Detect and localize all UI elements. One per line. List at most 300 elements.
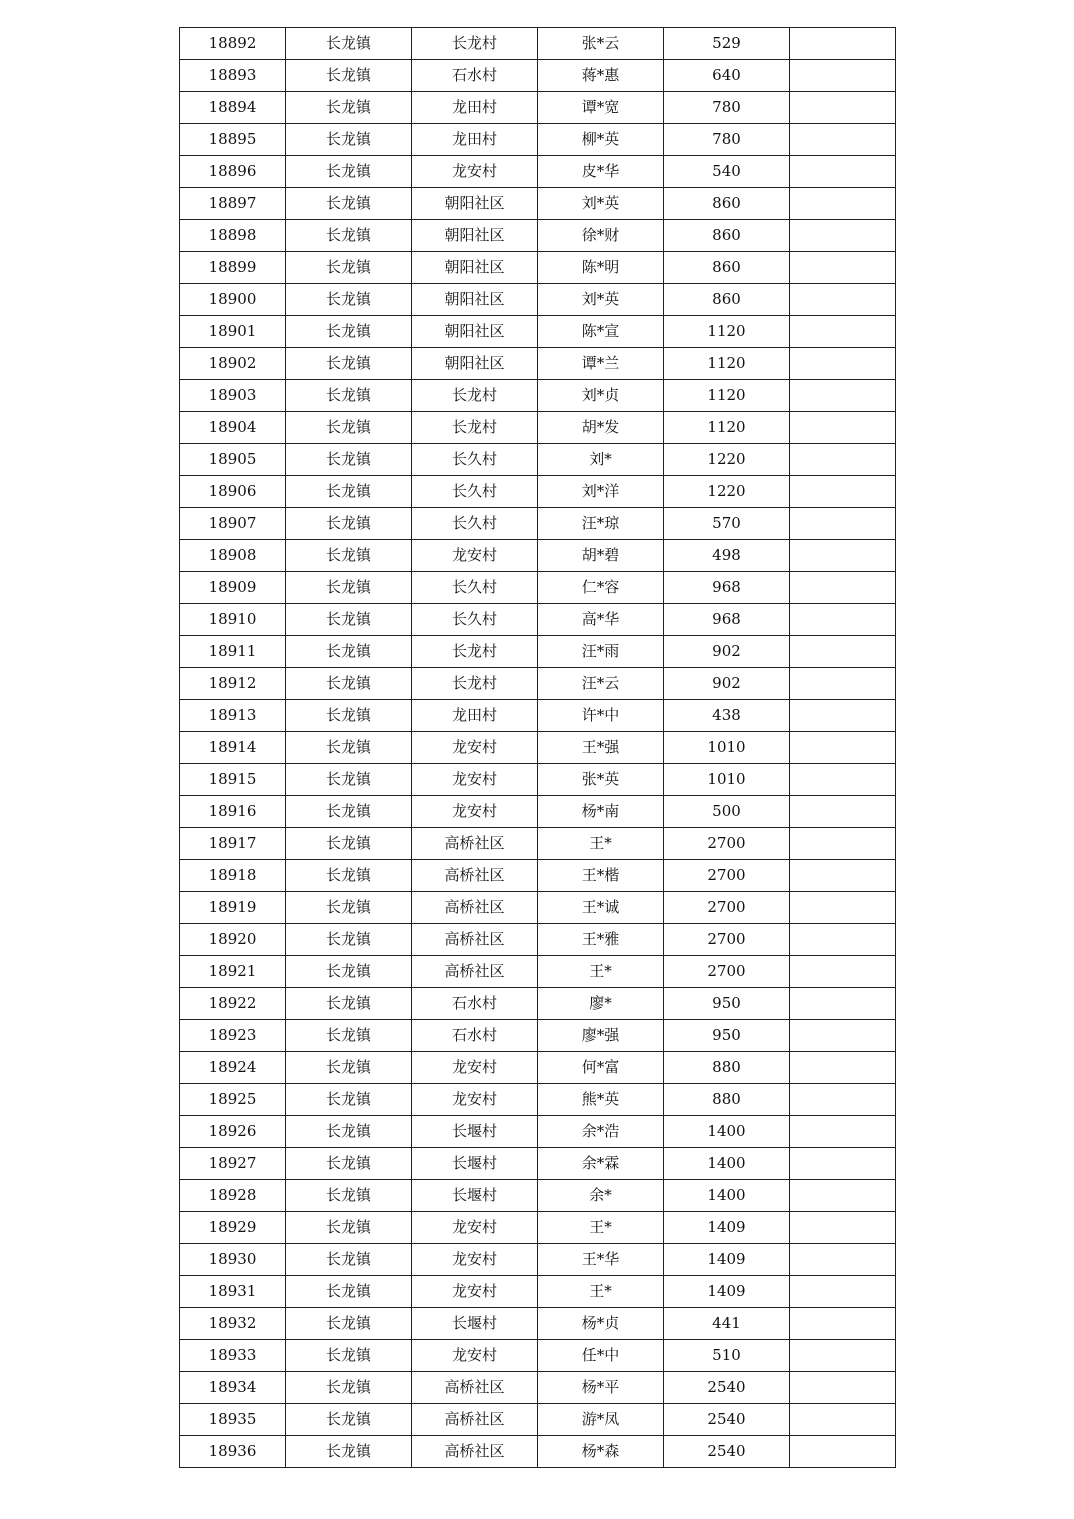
name-cell: 杨*贞 <box>538 1308 664 1340</box>
amount-cell: 570 <box>664 508 790 540</box>
amount-cell: 540 <box>664 156 790 188</box>
name-cell: 胡*碧 <box>538 540 664 572</box>
note-cell <box>790 1436 896 1468</box>
note-cell <box>790 412 896 444</box>
serial-number-cell: 18904 <box>180 412 286 444</box>
town-cell: 长龙镇 <box>286 156 412 188</box>
village-cell: 长龙村 <box>412 668 538 700</box>
serial-number-cell: 18894 <box>180 92 286 124</box>
village-cell: 龙安村 <box>412 1276 538 1308</box>
amount-cell: 880 <box>664 1084 790 1116</box>
town-cell: 长龙镇 <box>286 476 412 508</box>
serial-number-cell: 18917 <box>180 828 286 860</box>
serial-number-cell: 18929 <box>180 1212 286 1244</box>
name-cell: 刘* <box>538 444 664 476</box>
village-cell: 龙安村 <box>412 1084 538 1116</box>
town-cell: 长龙镇 <box>286 1308 412 1340</box>
amount-cell: 2700 <box>664 860 790 892</box>
amount-cell: 441 <box>664 1308 790 1340</box>
village-cell: 龙安村 <box>412 764 538 796</box>
name-cell: 王* <box>538 956 664 988</box>
amount-cell: 780 <box>664 92 790 124</box>
table-row <box>180 1212 896 1244</box>
town-cell: 长龙镇 <box>286 1084 412 1116</box>
town-cell: 长龙镇 <box>286 828 412 860</box>
name-cell: 高*华 <box>538 604 664 636</box>
serial-number-cell: 18897 <box>180 188 286 220</box>
amount-cell: 950 <box>664 988 790 1020</box>
village-cell: 龙安村 <box>412 1244 538 1276</box>
table-row <box>180 1308 896 1340</box>
table-row <box>180 828 896 860</box>
serial-number-cell: 18934 <box>180 1372 286 1404</box>
note-cell <box>790 348 896 380</box>
name-cell: 余* <box>538 1180 664 1212</box>
name-cell: 汪*云 <box>538 668 664 700</box>
village-cell: 长堰村 <box>412 1116 538 1148</box>
town-cell: 长龙镇 <box>286 444 412 476</box>
village-cell: 龙田村 <box>412 124 538 156</box>
town-cell: 长龙镇 <box>286 1180 412 1212</box>
serial-number-cell: 18896 <box>180 156 286 188</box>
name-cell: 刘*英 <box>538 284 664 316</box>
town-cell: 长龙镇 <box>286 668 412 700</box>
serial-number-cell: 18936 <box>180 1436 286 1468</box>
table-row <box>180 1436 896 1468</box>
amount-cell: 902 <box>664 668 790 700</box>
note-cell <box>790 188 896 220</box>
table-row <box>180 1372 896 1404</box>
note-cell <box>790 700 896 732</box>
serial-number-cell: 18893 <box>180 60 286 92</box>
table-row <box>180 572 896 604</box>
table-row <box>180 220 896 252</box>
village-cell: 长久村 <box>412 604 538 636</box>
amount-cell: 1010 <box>664 732 790 764</box>
village-cell: 龙安村 <box>412 732 538 764</box>
note-cell <box>790 924 896 956</box>
name-cell: 杨*平 <box>538 1372 664 1404</box>
village-cell: 高桥社区 <box>412 860 538 892</box>
table-row <box>180 924 896 956</box>
table-row <box>180 412 896 444</box>
town-cell: 长龙镇 <box>286 508 412 540</box>
table-row <box>180 124 896 156</box>
name-cell: 徐*财 <box>538 220 664 252</box>
serial-number-cell: 18916 <box>180 796 286 828</box>
table-row <box>180 380 896 412</box>
amount-cell: 1400 <box>664 1116 790 1148</box>
name-cell: 陈*明 <box>538 252 664 284</box>
table-row <box>180 1340 896 1372</box>
town-cell: 长龙镇 <box>286 860 412 892</box>
village-cell: 长龙村 <box>412 636 538 668</box>
name-cell: 杨*南 <box>538 796 664 828</box>
town-cell: 长龙镇 <box>286 348 412 380</box>
village-cell: 高桥社区 <box>412 892 538 924</box>
name-cell: 汪*雨 <box>538 636 664 668</box>
table-row <box>180 1084 896 1116</box>
serial-number-cell: 18922 <box>180 988 286 1020</box>
amount-cell: 950 <box>664 1020 790 1052</box>
name-cell: 仁*容 <box>538 572 664 604</box>
table-row <box>180 188 896 220</box>
town-cell: 长龙镇 <box>286 316 412 348</box>
town-cell: 长龙镇 <box>286 764 412 796</box>
town-cell: 长龙镇 <box>286 1404 412 1436</box>
table-row <box>180 508 896 540</box>
amount-cell: 2700 <box>664 924 790 956</box>
table-row <box>180 28 896 60</box>
amount-cell: 1400 <box>664 1148 790 1180</box>
name-cell: 王*雅 <box>538 924 664 956</box>
note-cell <box>790 988 896 1020</box>
table-row <box>180 700 896 732</box>
village-cell: 长堰村 <box>412 1180 538 1212</box>
serial-number-cell: 18921 <box>180 956 286 988</box>
village-cell: 高桥社区 <box>412 1404 538 1436</box>
town-cell: 长龙镇 <box>286 1212 412 1244</box>
amount-cell: 1120 <box>664 380 790 412</box>
table-row <box>180 956 896 988</box>
serial-number-cell: 18908 <box>180 540 286 572</box>
village-cell: 朝阳社区 <box>412 316 538 348</box>
table-row <box>180 764 896 796</box>
note-cell <box>790 1404 896 1436</box>
table-row <box>180 316 896 348</box>
serial-number-cell: 18919 <box>180 892 286 924</box>
name-cell: 王*强 <box>538 732 664 764</box>
amount-cell: 780 <box>664 124 790 156</box>
note-cell <box>790 1020 896 1052</box>
note-cell <box>790 476 896 508</box>
table-row <box>180 156 896 188</box>
records-table-body <box>180 28 896 1468</box>
name-cell: 廖*强 <box>538 1020 664 1052</box>
note-cell <box>790 1052 896 1084</box>
table-row <box>180 636 896 668</box>
note-cell <box>790 668 896 700</box>
serial-number-cell: 18909 <box>180 572 286 604</box>
village-cell: 石水村 <box>412 60 538 92</box>
note-cell <box>790 1116 896 1148</box>
note-cell <box>790 732 896 764</box>
amount-cell: 500 <box>664 796 790 828</box>
town-cell: 长龙镇 <box>286 124 412 156</box>
note-cell <box>790 1308 896 1340</box>
serial-number-cell: 18901 <box>180 316 286 348</box>
village-cell: 长龙村 <box>412 380 538 412</box>
name-cell: 许*中 <box>538 700 664 732</box>
table-row <box>180 988 896 1020</box>
note-cell <box>790 508 896 540</box>
name-cell: 廖* <box>538 988 664 1020</box>
table-row <box>180 60 896 92</box>
town-cell: 长龙镇 <box>286 924 412 956</box>
table-row <box>180 1020 896 1052</box>
amount-cell: 1010 <box>664 764 790 796</box>
amount-cell: 1220 <box>664 444 790 476</box>
note-cell <box>790 572 896 604</box>
table-row <box>180 348 896 380</box>
name-cell: 张*英 <box>538 764 664 796</box>
village-cell: 龙安村 <box>412 1340 538 1372</box>
town-cell: 长龙镇 <box>286 188 412 220</box>
name-cell: 谭*兰 <box>538 348 664 380</box>
note-cell <box>790 860 896 892</box>
note-cell <box>790 892 896 924</box>
name-cell: 余*霖 <box>538 1148 664 1180</box>
serial-number-cell: 18928 <box>180 1180 286 1212</box>
table-row <box>180 1052 896 1084</box>
amount-cell: 2540 <box>664 1372 790 1404</box>
table-row <box>180 892 896 924</box>
amount-cell: 880 <box>664 1052 790 1084</box>
village-cell: 龙安村 <box>412 1212 538 1244</box>
note-cell <box>790 1244 896 1276</box>
amount-cell: 2700 <box>664 956 790 988</box>
village-cell: 龙安村 <box>412 796 538 828</box>
name-cell: 王*诚 <box>538 892 664 924</box>
village-cell: 长久村 <box>412 572 538 604</box>
village-cell: 高桥社区 <box>412 924 538 956</box>
name-cell: 蒋*惠 <box>538 60 664 92</box>
serial-number-cell: 18913 <box>180 700 286 732</box>
serial-number-cell: 18895 <box>180 124 286 156</box>
table-row <box>180 92 896 124</box>
note-cell <box>790 124 896 156</box>
name-cell: 王*楷 <box>538 860 664 892</box>
table-row <box>180 604 896 636</box>
town-cell: 长龙镇 <box>286 220 412 252</box>
name-cell: 刘*英 <box>538 188 664 220</box>
town-cell: 长龙镇 <box>286 1116 412 1148</box>
village-cell: 朝阳社区 <box>412 220 538 252</box>
amount-cell: 860 <box>664 188 790 220</box>
name-cell: 王* <box>538 1276 664 1308</box>
name-cell: 柳*英 <box>538 124 664 156</box>
amount-cell: 860 <box>664 252 790 284</box>
note-cell <box>790 380 896 412</box>
table-row <box>180 1148 896 1180</box>
serial-number-cell: 18931 <box>180 1276 286 1308</box>
table-row <box>180 444 896 476</box>
table-row <box>180 860 896 892</box>
village-cell: 朝阳社区 <box>412 252 538 284</box>
table-row <box>180 476 896 508</box>
serial-number-cell: 18903 <box>180 380 286 412</box>
serial-number-cell: 18892 <box>180 28 286 60</box>
amount-cell: 498 <box>664 540 790 572</box>
town-cell: 长龙镇 <box>286 572 412 604</box>
serial-number-cell: 18912 <box>180 668 286 700</box>
serial-number-cell: 18915 <box>180 764 286 796</box>
note-cell <box>790 764 896 796</box>
town-cell: 长龙镇 <box>286 892 412 924</box>
amount-cell: 510 <box>664 1340 790 1372</box>
town-cell: 长龙镇 <box>286 60 412 92</box>
village-cell: 石水村 <box>412 1020 538 1052</box>
serial-number-cell: 18898 <box>180 220 286 252</box>
town-cell: 长龙镇 <box>286 28 412 60</box>
note-cell <box>790 1084 896 1116</box>
note-cell <box>790 316 896 348</box>
name-cell: 王* <box>538 828 664 860</box>
amount-cell: 640 <box>664 60 790 92</box>
village-cell: 龙安村 <box>412 540 538 572</box>
serial-number-cell: 18906 <box>180 476 286 508</box>
village-cell: 长久村 <box>412 508 538 540</box>
name-cell: 王* <box>538 1212 664 1244</box>
town-cell: 长龙镇 <box>286 92 412 124</box>
serial-number-cell: 18933 <box>180 1340 286 1372</box>
amount-cell: 1409 <box>664 1244 790 1276</box>
table-row <box>180 252 896 284</box>
name-cell: 刘*洋 <box>538 476 664 508</box>
village-cell: 石水村 <box>412 988 538 1020</box>
town-cell: 长龙镇 <box>286 1436 412 1468</box>
amount-cell: 1409 <box>664 1276 790 1308</box>
note-cell <box>790 1180 896 1212</box>
town-cell: 长龙镇 <box>286 1020 412 1052</box>
name-cell: 任*中 <box>538 1340 664 1372</box>
table-row <box>180 1116 896 1148</box>
town-cell: 长龙镇 <box>286 1244 412 1276</box>
serial-number-cell: 18920 <box>180 924 286 956</box>
note-cell <box>790 1372 896 1404</box>
serial-number-cell: 18926 <box>180 1116 286 1148</box>
town-cell: 长龙镇 <box>286 604 412 636</box>
amount-cell: 438 <box>664 700 790 732</box>
table-row <box>180 1244 896 1276</box>
note-cell <box>790 1212 896 1244</box>
name-cell: 游*凤 <box>538 1404 664 1436</box>
note-cell <box>790 540 896 572</box>
amount-cell: 1120 <box>664 348 790 380</box>
note-cell <box>790 956 896 988</box>
village-cell: 长久村 <box>412 476 538 508</box>
serial-number-cell: 18911 <box>180 636 286 668</box>
serial-number-cell: 18918 <box>180 860 286 892</box>
note-cell <box>790 156 896 188</box>
amount-cell: 1220 <box>664 476 790 508</box>
note-cell <box>790 828 896 860</box>
town-cell: 长龙镇 <box>286 732 412 764</box>
amount-cell: 1120 <box>664 412 790 444</box>
name-cell: 何*富 <box>538 1052 664 1084</box>
amount-cell: 860 <box>664 220 790 252</box>
serial-number-cell: 18910 <box>180 604 286 636</box>
serial-number-cell: 18924 <box>180 1052 286 1084</box>
note-cell <box>790 1148 896 1180</box>
amount-cell: 1120 <box>664 316 790 348</box>
amount-cell: 2700 <box>664 828 790 860</box>
table-row <box>180 1404 896 1436</box>
serial-number-cell: 18927 <box>180 1148 286 1180</box>
note-cell <box>790 284 896 316</box>
serial-number-cell: 18900 <box>180 284 286 316</box>
serial-number-cell: 18905 <box>180 444 286 476</box>
note-cell <box>790 60 896 92</box>
town-cell: 长龙镇 <box>286 636 412 668</box>
serial-number-cell: 18925 <box>180 1084 286 1116</box>
town-cell: 长龙镇 <box>286 956 412 988</box>
serial-number-cell: 18935 <box>180 1404 286 1436</box>
amount-cell: 860 <box>664 284 790 316</box>
serial-number-cell: 18907 <box>180 508 286 540</box>
town-cell: 长龙镇 <box>286 1372 412 1404</box>
note-cell <box>790 252 896 284</box>
town-cell: 长龙镇 <box>286 988 412 1020</box>
serial-number-cell: 18930 <box>180 1244 286 1276</box>
note-cell <box>790 636 896 668</box>
town-cell: 长龙镇 <box>286 1052 412 1084</box>
note-cell <box>790 28 896 60</box>
town-cell: 长龙镇 <box>286 540 412 572</box>
village-cell: 高桥社区 <box>412 956 538 988</box>
town-cell: 长龙镇 <box>286 380 412 412</box>
village-cell: 高桥社区 <box>412 1436 538 1468</box>
serial-number-cell: 18902 <box>180 348 286 380</box>
name-cell: 皮*华 <box>538 156 664 188</box>
village-cell: 长堰村 <box>412 1148 538 1180</box>
note-cell <box>790 92 896 124</box>
table-row <box>180 668 896 700</box>
table-row <box>180 796 896 828</box>
amount-cell: 902 <box>664 636 790 668</box>
village-cell: 龙田村 <box>412 700 538 732</box>
village-cell: 长龙村 <box>412 28 538 60</box>
village-cell: 长龙村 <box>412 412 538 444</box>
records-table <box>179 27 896 1468</box>
village-cell: 长堰村 <box>412 1308 538 1340</box>
name-cell: 杨*森 <box>538 1436 664 1468</box>
serial-number-cell: 18914 <box>180 732 286 764</box>
town-cell: 长龙镇 <box>286 412 412 444</box>
town-cell: 长龙镇 <box>286 1340 412 1372</box>
note-cell <box>790 1340 896 1372</box>
village-cell: 龙安村 <box>412 1052 538 1084</box>
town-cell: 长龙镇 <box>286 1276 412 1308</box>
name-cell: 张*云 <box>538 28 664 60</box>
amount-cell: 1400 <box>664 1180 790 1212</box>
name-cell: 胡*发 <box>538 412 664 444</box>
note-cell <box>790 444 896 476</box>
name-cell: 熊*英 <box>538 1084 664 1116</box>
note-cell <box>790 220 896 252</box>
serial-number-cell: 18932 <box>180 1308 286 1340</box>
amount-cell: 1409 <box>664 1212 790 1244</box>
name-cell: 汪*琼 <box>538 508 664 540</box>
village-cell: 龙安村 <box>412 156 538 188</box>
town-cell: 长龙镇 <box>286 796 412 828</box>
amount-cell: 968 <box>664 604 790 636</box>
serial-number-cell: 18923 <box>180 1020 286 1052</box>
amount-cell: 2700 <box>664 892 790 924</box>
village-cell: 高桥社区 <box>412 1372 538 1404</box>
name-cell: 谭*宽 <box>538 92 664 124</box>
note-cell <box>790 1276 896 1308</box>
table-row <box>180 284 896 316</box>
name-cell: 陈*宣 <box>538 316 664 348</box>
town-cell: 长龙镇 <box>286 1148 412 1180</box>
amount-cell: 2540 <box>664 1436 790 1468</box>
name-cell: 刘*贞 <box>538 380 664 412</box>
note-cell <box>790 604 896 636</box>
amount-cell: 2540 <box>664 1404 790 1436</box>
note-cell <box>790 796 896 828</box>
village-cell: 朝阳社区 <box>412 348 538 380</box>
